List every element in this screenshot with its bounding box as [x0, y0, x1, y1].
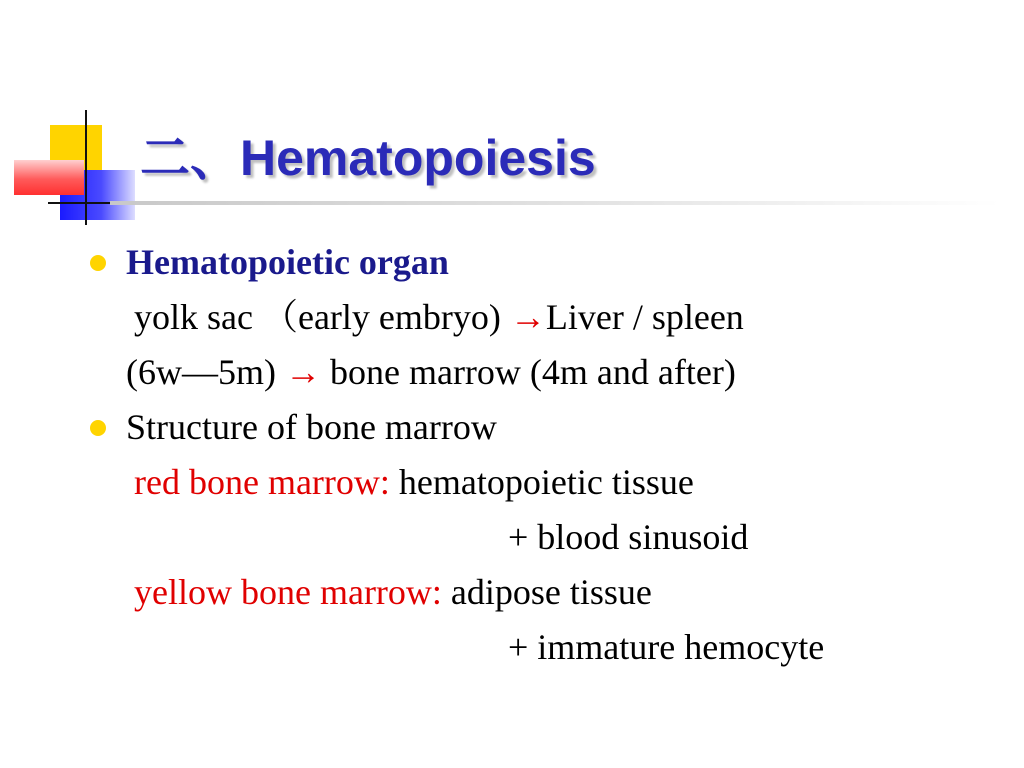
yellow-marrow-line — [134, 571, 652, 613]
yellow-marrow-extra: + immature hemocyte — [508, 627, 825, 667]
yellow-marrow-label: yellow bone marrow: — [134, 572, 442, 612]
organ-line-2-target: bone marrow (4m and after) — [320, 352, 736, 392]
slide-title: 二、Hematopoiesis — [140, 130, 596, 186]
organ-line-2 — [126, 351, 736, 393]
red-marrow-value: hematopoietic tissue — [389, 462, 694, 502]
arrow-right-icon: → — [509, 297, 546, 337]
bullet-icon — [90, 255, 106, 271]
organ-line-1-target: Liver / spleen — [545, 297, 744, 337]
section-heading-structure: Structure of bone marrow — [126, 407, 497, 447]
organ-line-2-text: (6w—5m) — [126, 352, 285, 392]
organ-line-1 — [134, 296, 744, 338]
organ-line-1-text: yolk sac （early embryo) — [134, 297, 510, 337]
red-marrow-label: red bone marrow: — [134, 462, 390, 502]
bullet-icon — [90, 420, 106, 436]
red-marrow-line — [134, 461, 694, 503]
arrow-right-icon: → — [284, 352, 321, 392]
yellow-marrow-value: adipose tissue — [441, 572, 652, 612]
red-marrow-extra: + blood sinusoid — [508, 517, 749, 557]
section-heading-hematopoietic-organ: Hematopoietic organ — [126, 242, 449, 282]
